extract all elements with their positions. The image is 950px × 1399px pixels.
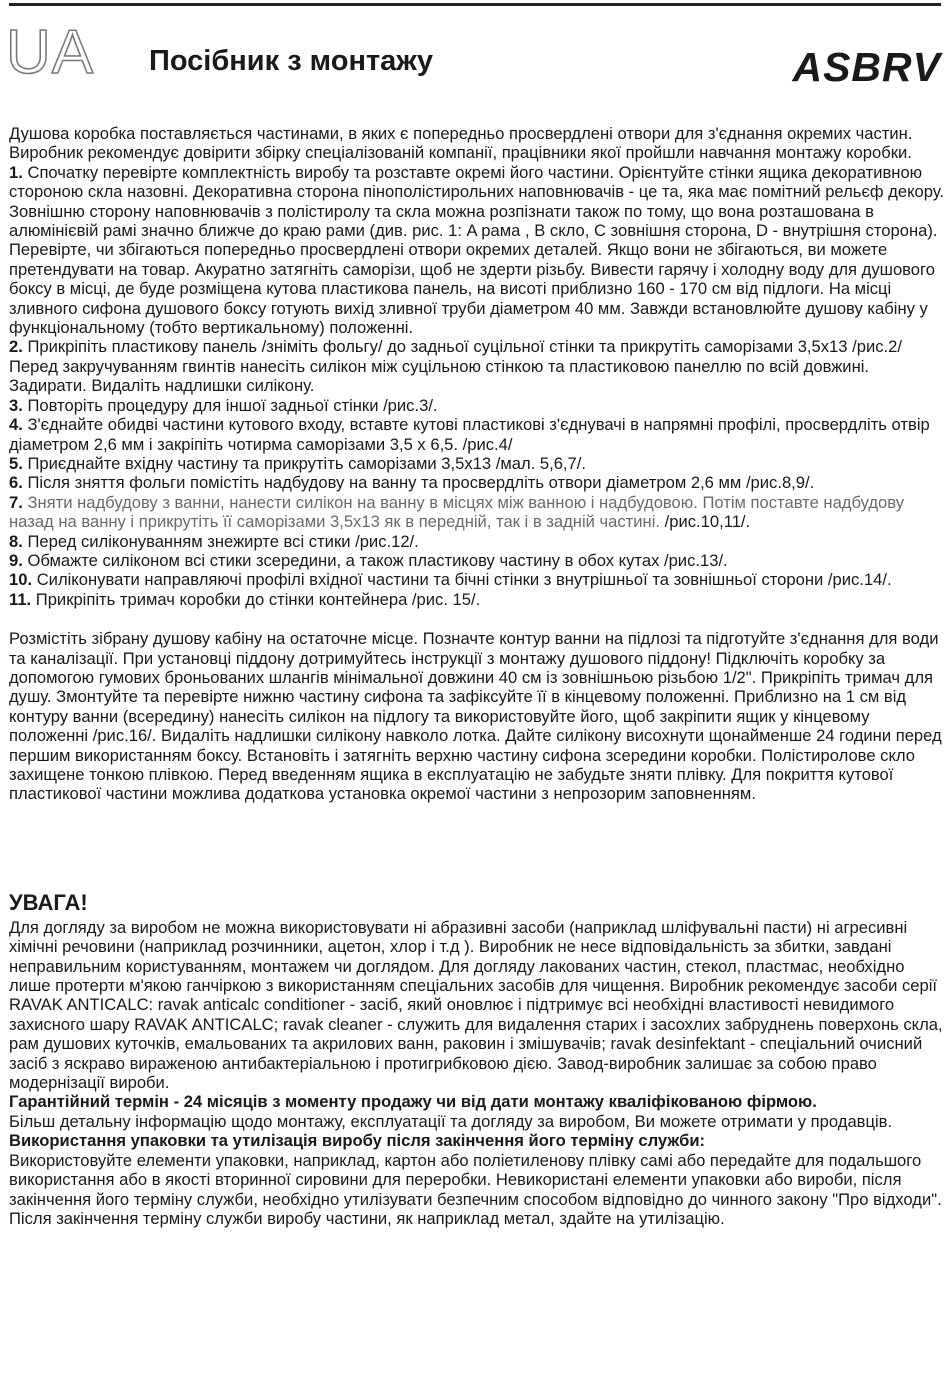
document-body — [9, 124, 945, 1228]
model-name: ASBRV — [792, 44, 941, 90]
placement-paragraph: Розмістіть зібрану душову кабіну на остаточне місце. Позначте контур ванни на підлозі та підготуйте з'єднання для води та каналізації. При установці піддону дотримуйтесь інструкції з монтажу душового піддону! Підключіть коробку за допомогою гумових броньованих шлангів мінімальної довжини 40 см із зовнішньою різьбою 1/2". Прикріпіть тримач для душу. Змонтуйте та перевірте нижню частину сифона та зафіксуйте її в кінцевому положенні. Приблизно на 1 см від контуру ванни (всередину) нанесіть силікон на підлогу та використовуйте його, щоб закріпити ящик у кінцевому положенні /рис.16/. Видаліть надлишки силікону навколо лотка. Дайте силікону висохнути щонайменше 24 години перед першим використанням боксу. Встановіть і затягніть верхню частину сифона зсередини коробки. Полістиролове скло захищене тонкою плівкою. Перед введенням ящика в експлуатацію не забудьте зняти плівку. Для покриття кутової пластикової частини можлива додаткова установка окремої частини з непрозорим заповненням. — [9, 629, 942, 804]
step-3 — [9, 396, 945, 415]
step-6 — [9, 473, 945, 492]
step-number: 1. — [9, 162, 23, 182]
step-text: Обмажте силіконом всі стики зсередини, а також пластикову частину в обох кутах /рис.13/. — [22, 550, 728, 570]
step-2 — [9, 337, 945, 395]
step-text: Після зняття фольги помістіть надбудову на ванну та просвердліть отвори діаметром 2,6 мм /рис.8,9/. — [22, 473, 815, 493]
step-number: 9. — [9, 550, 23, 570]
disposal-heading: Використання упаковки та утилізація виробу після закінчення його терміну служби: — [9, 1131, 706, 1151]
intro-paragraph: Душова коробка поставляється частинами, в яких є попередньо просвердлені отвори для з'єднання окремих частин. Виробник рекомендує довірити збірку спеціалізованій компанії, працівники якої пройшли навчання монтажу коробки. — [9, 124, 913, 163]
step-text: Прикріпіть тримач коробки до стінки контейнера /рис. 15/. — [31, 589, 481, 609]
care-paragraph: Для догляду за виробом не можна використовувати ні абразивні засоби (наприклад шліфувальні пасти) ні агресивні хімічні речовини (наприклад розчинники, ацетон, хлор і т.д ). Виробник не несе відповідальність за збитки, завдані неправильним користуванням, монтажем чи доглядом. Для догляду лакованих частин, стекол, пластмас, необхідно лише протерти м'якою ганчіркою з використанням спеціальних засобів для чищення. Виробник рекомендує засоби серії RAVAK ANTICALC: ravak anticalc conditioner - засіб, який оновлює і підтримує всі необхідні властивості невидимого захисного шару RAVAK ANTICALC; ravak cleaner - служить для видалення старих і засохлих забруднень поверхонь скла, рам душових куточків, емальованих та акрилових ванн, раковин і змішувачів; ravak desinfektant - спеціальний очисний засіб з яскраво вираженою антибактеріальною і протигрибковою дією. Завод-виробник залишає за собою право модернізації вироби. — [9, 917, 943, 1093]
step-number: 5. — [9, 453, 23, 473]
step-4 — [9, 415, 945, 454]
language-code: UA — [6, 18, 95, 87]
step-text: Прикріпіть пластикову панель /зніміть фольгу/ до задньої суцільної стінки та прикрутіть саморізами 3,5x13 /рис.2/ Перед закручуванням гвинтів нанесіть силікон між суцільною стінкою та пластиковою панеллю по всій довжині. Задирати. Видаліть надлишки силікону. — [9, 337, 902, 396]
step-8 — [9, 532, 945, 551]
step-number: 8. — [9, 531, 23, 551]
step-number: 3. — [9, 395, 23, 415]
step-11 — [9, 590, 945, 609]
step-number: 2. — [9, 337, 23, 357]
disposal-paragraph: Використовуйте елементи упаковки, наприклад, картон або поліетиленову плівку самі або передайте для подальшого використання або в якості вторинної сировини для переробки. Невикористані елементи упаковки або вироби, після закінчення його терміну служби, необхідно утилізувати безпечним способом відповідно до чинного закону "Про відходи". Після закінчення терміну служби виробу частини, як наприклад метал, здайте на утилізацію. — [9, 1150, 942, 1228]
step-text: Повторіть процедуру для іншої задньої стінки /рис.3/. — [22, 395, 438, 415]
step-text: З'єднайте обидві частини кутового входу, вставте кутові пластикові з'єднувачі в напрямні профілі, просвердліть отвір діаметром 2,6 мм і закріпіть чотирма саморізами 3,5 x 6,5. /рис.4/ — [9, 415, 930, 454]
more-info-text: Більш детальну інформацію щодо монтажу, експлуатації та догляду за виробом, Ви можете отримати у продавців. — [9, 1111, 893, 1131]
warning-heading: УВАГА! — [9, 889, 88, 915]
top-rule — [9, 3, 941, 6]
guarantee-text: Гарантійний термін - 24 місяців з моменту продажу чи від дати монтажу кваліфікованою фірмою. — [9, 1092, 817, 1112]
step-5 — [9, 454, 945, 473]
step-number: 6. — [9, 473, 23, 493]
step-text: /рис.10,11/. — [660, 512, 751, 532]
step-number: 11. — [9, 589, 32, 609]
step-10 — [9, 570, 945, 589]
step-text-grey: Зняти надбудову з ванни, нанести силікон на ванну в місцях між ванною і надбудовою. Потім поставте надбудову назад на ванну і прикрутіть її саморізами 3,5x13 як в передній, так і в задній частині. — [9, 492, 905, 532]
step-9 — [9, 551, 945, 570]
step-text: Силіконувати направляючі профілі вхідної частини та бічні стінки з внутрішньої та зовнішньої сторони /рис.14/. — [32, 570, 892, 590]
step-number: 7. — [9, 492, 23, 512]
step-number: 4. — [9, 415, 23, 435]
step-text: Приєднайте вхідну частину та прикрутіть саморізами 3,5x13 /мал. 5,6,7/. — [22, 453, 586, 473]
step-text: Перед силіконуванням знежирте всі стики /рис.12/. — [22, 531, 419, 551]
step-7 — [9, 493, 945, 532]
page-title: Посібник з монтажу — [149, 45, 433, 77]
step-1 — [9, 163, 945, 338]
step-text: Спочатку перевірте комплектність виробу та розставте окремі його частини. Орієнтуйте стінки ящика декоративною стороною скла назовні. Декоративна сторона пінополістирольних наповнювачів - це та, яка має помітний рельєф декору. Зовнішню сторону наповнювачів з полістиролу та скла можна розпізнати також по тому, що вона розташована в алюмінієвій рамі значно ближче до краю рами (див. рис. 1: A рама , B скло, C зовнішня сторона, D - внутрішня сторона). Перевірте, чи збігаються попередньо просвердлені отвори окремих деталей. Якщо вони не збігаються, ви можете претендувати на товар. Акуратно затягніть саморізи, щоб не здерти різьбу. Вивести гарячу і холодну воду для душового боксу в місці, де буде розміщена кутова пластикова панель, на висоті приблизно 160 - 170 см від підлоги. На місці зливного сифона душового боксу готують вихід зливної труби діаметром 40 мм. Завжди встановлюйте душову кабіну у функціональному (тобто вертикальному) положенні. — [9, 162, 945, 338]
step-number: 10. — [9, 570, 33, 590]
